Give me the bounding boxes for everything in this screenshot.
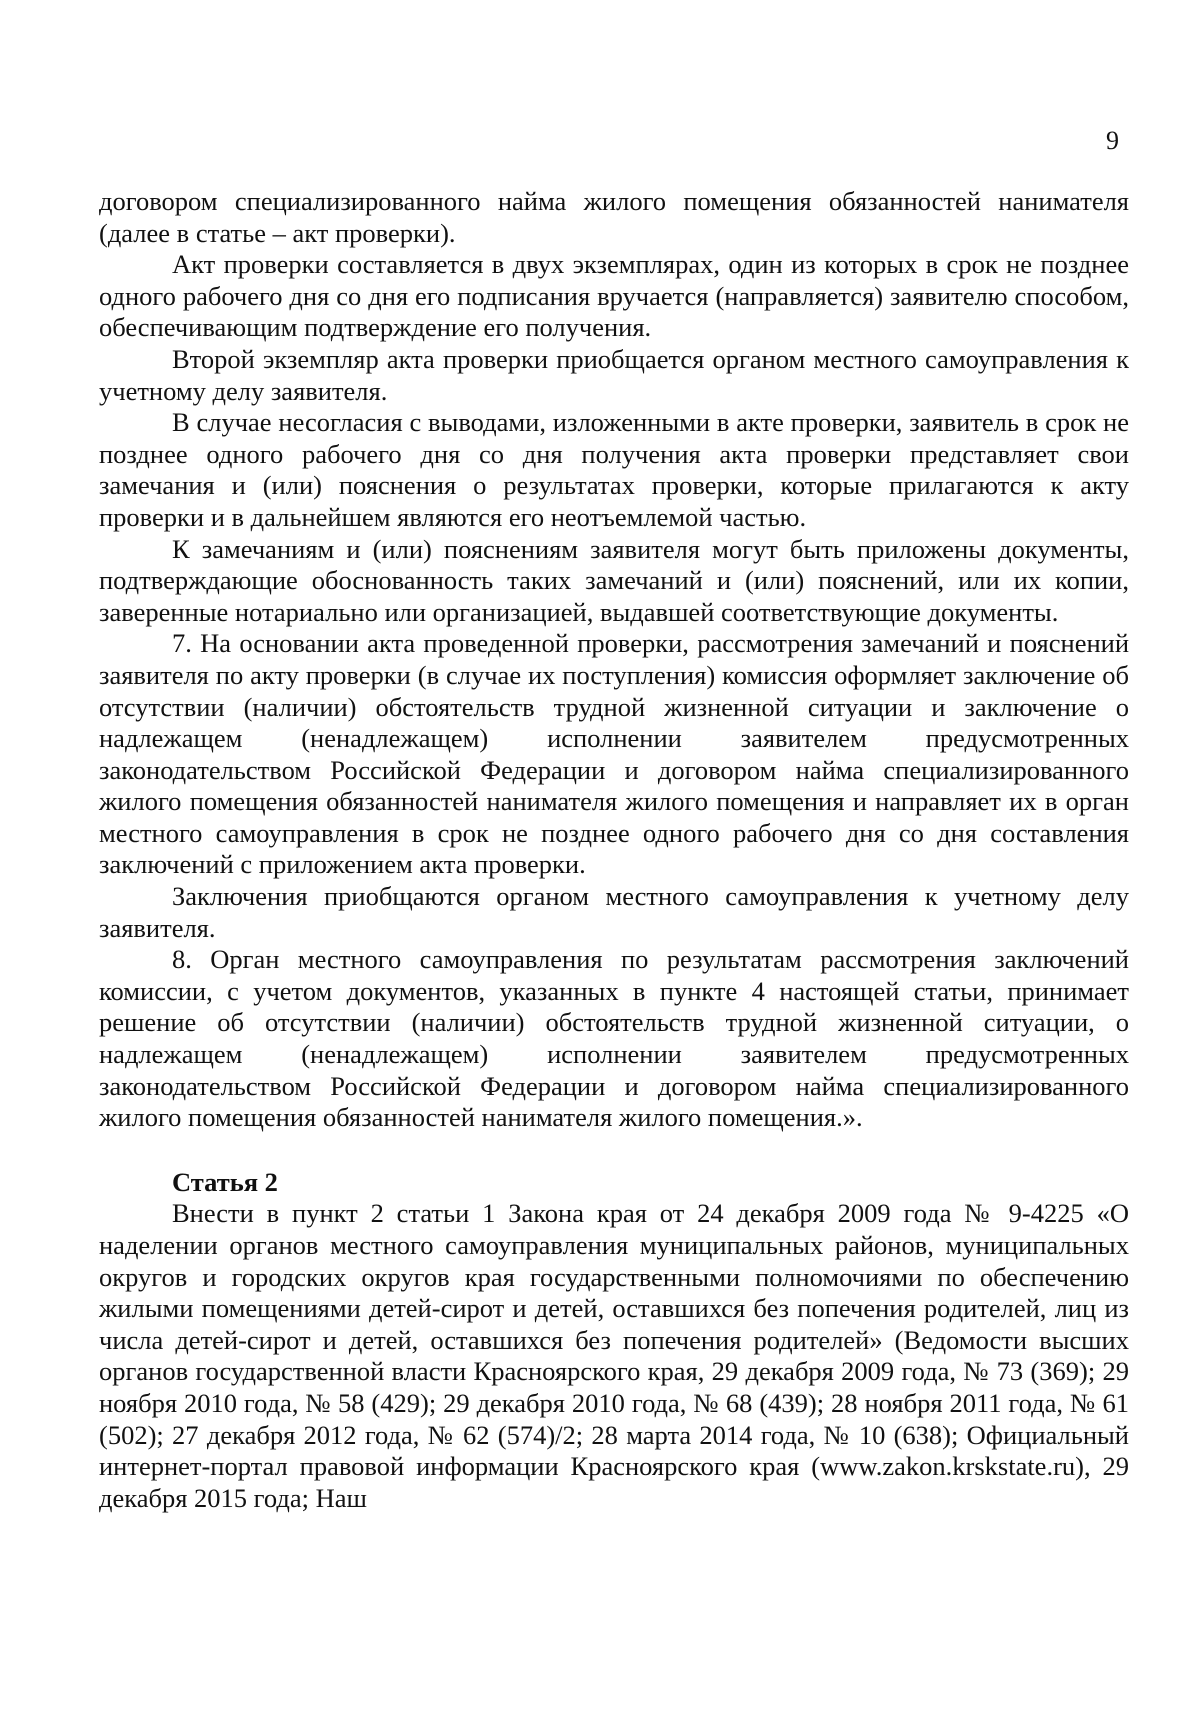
paragraph: В случае несогласия с выводами, изложенными в акте проверки, заявитель в срок не позднее одного рабочего дня со дня получения акта проверки представляет свои замечания и (или) пояснения о результатах проверки, которые прилагаются к акту проверки и в дальнейшем являются его неотъемлемой частью. — [99, 407, 1129, 532]
paragraph: Заключения приобщаются органом местного самоуправления к учетному делу заявителя. — [99, 881, 1129, 943]
paragraph: Акт проверки составляется в двух экземплярах, один из которых в срок не позднее одного рабочего дня со дня его подписания вручается (направляется) заявителю способом, обеспечивающим подтверждение его получения. — [99, 249, 1129, 343]
document-body — [99, 186, 1129, 1514]
paragraph: К замечаниям и (или) пояснениям заявителя могут быть приложены документы, подтверждающие обоснованность таких замечаний и (или) пояснений, или их копии, заверенные нотариально или организацией, выдавшей соответствующие документы. — [99, 533, 1129, 627]
paragraph: Второй экземпляр акта проверки приобщается органом местного самоуправления к учетному делу заявителя. — [99, 343, 1129, 406]
paragraph-item-8: 8. Орган местного самоуправления по результатам рассмотрения заключений комиссии, с учетом документов, указанных в пункте 4 настоящей статьи, принимает решение об отсутствии (наличии) обстоятельств трудной жизненной ситуации, о надлежащем (ненадлежащем) исполнении заявителем предусмотренных законодательством Российской Федерации и договором найма специализированного жилого помещения обязанностей нанимателя жилого помещения.». — [99, 944, 1129, 1133]
article-heading: Статья 2 — [172, 1166, 278, 1197]
article-paragraph: Внести в пункт 2 статьи 1 Закона края от 24 декабря 2009 года № 9-4225 «О наделении органов местного самоуправления муниципальных районов, муниципальных округов и городских округов края государственными полномочиями по обеспечению жилыми помещениями детей-сирот и детей, оставшихся без попечения родителей, лиц из числа детей-сирот и детей, оставшихся без попечения родителей» (Ведомости высших органов государственной власти Красноярского края, 29 декабря 2009 года, № 73 (369); 29 ноября 2010 года, № 58 (429); 29 декабря 2010 года, № 68 (439); 28 ноября 2011 года, № 61 (502); 27 декабря 2012 года, № 62 (574)/2; 28 марта 2014 года, № 10 (638); Официальный интернет-портал правовой информации Красноярского края (www.zakon.krskstate.ru), 29 декабря 2015 года; Наш — [99, 1198, 1129, 1513]
page-number: 9 — [1106, 126, 1119, 155]
paragraph-item-7: 7. На основании акта проведенной проверки, рассмотрения замечаний и пояснений заявителя по акту проверки (в случае их поступления) комиссия оформляет заключение об отсутствии (наличии) обстоятельств трудной жизненной ситуации и заключение о надлежащем (ненадлежащем) исполнении заявителем предусмотренных законодательством Российской Федерации и договором найма специализированного жилого помещения обязанностей нанимателя жилого помещения и направляет их в орган местного самоуправления в срок не позднее одного рабочего дня со дня составления заключений с приложением акта проверки. — [99, 628, 1129, 880]
paragraph-continuation: договором специализированного найма жилого помещения обязанностей нанимателя (далее в статье – акт проверки). — [99, 186, 1129, 248]
